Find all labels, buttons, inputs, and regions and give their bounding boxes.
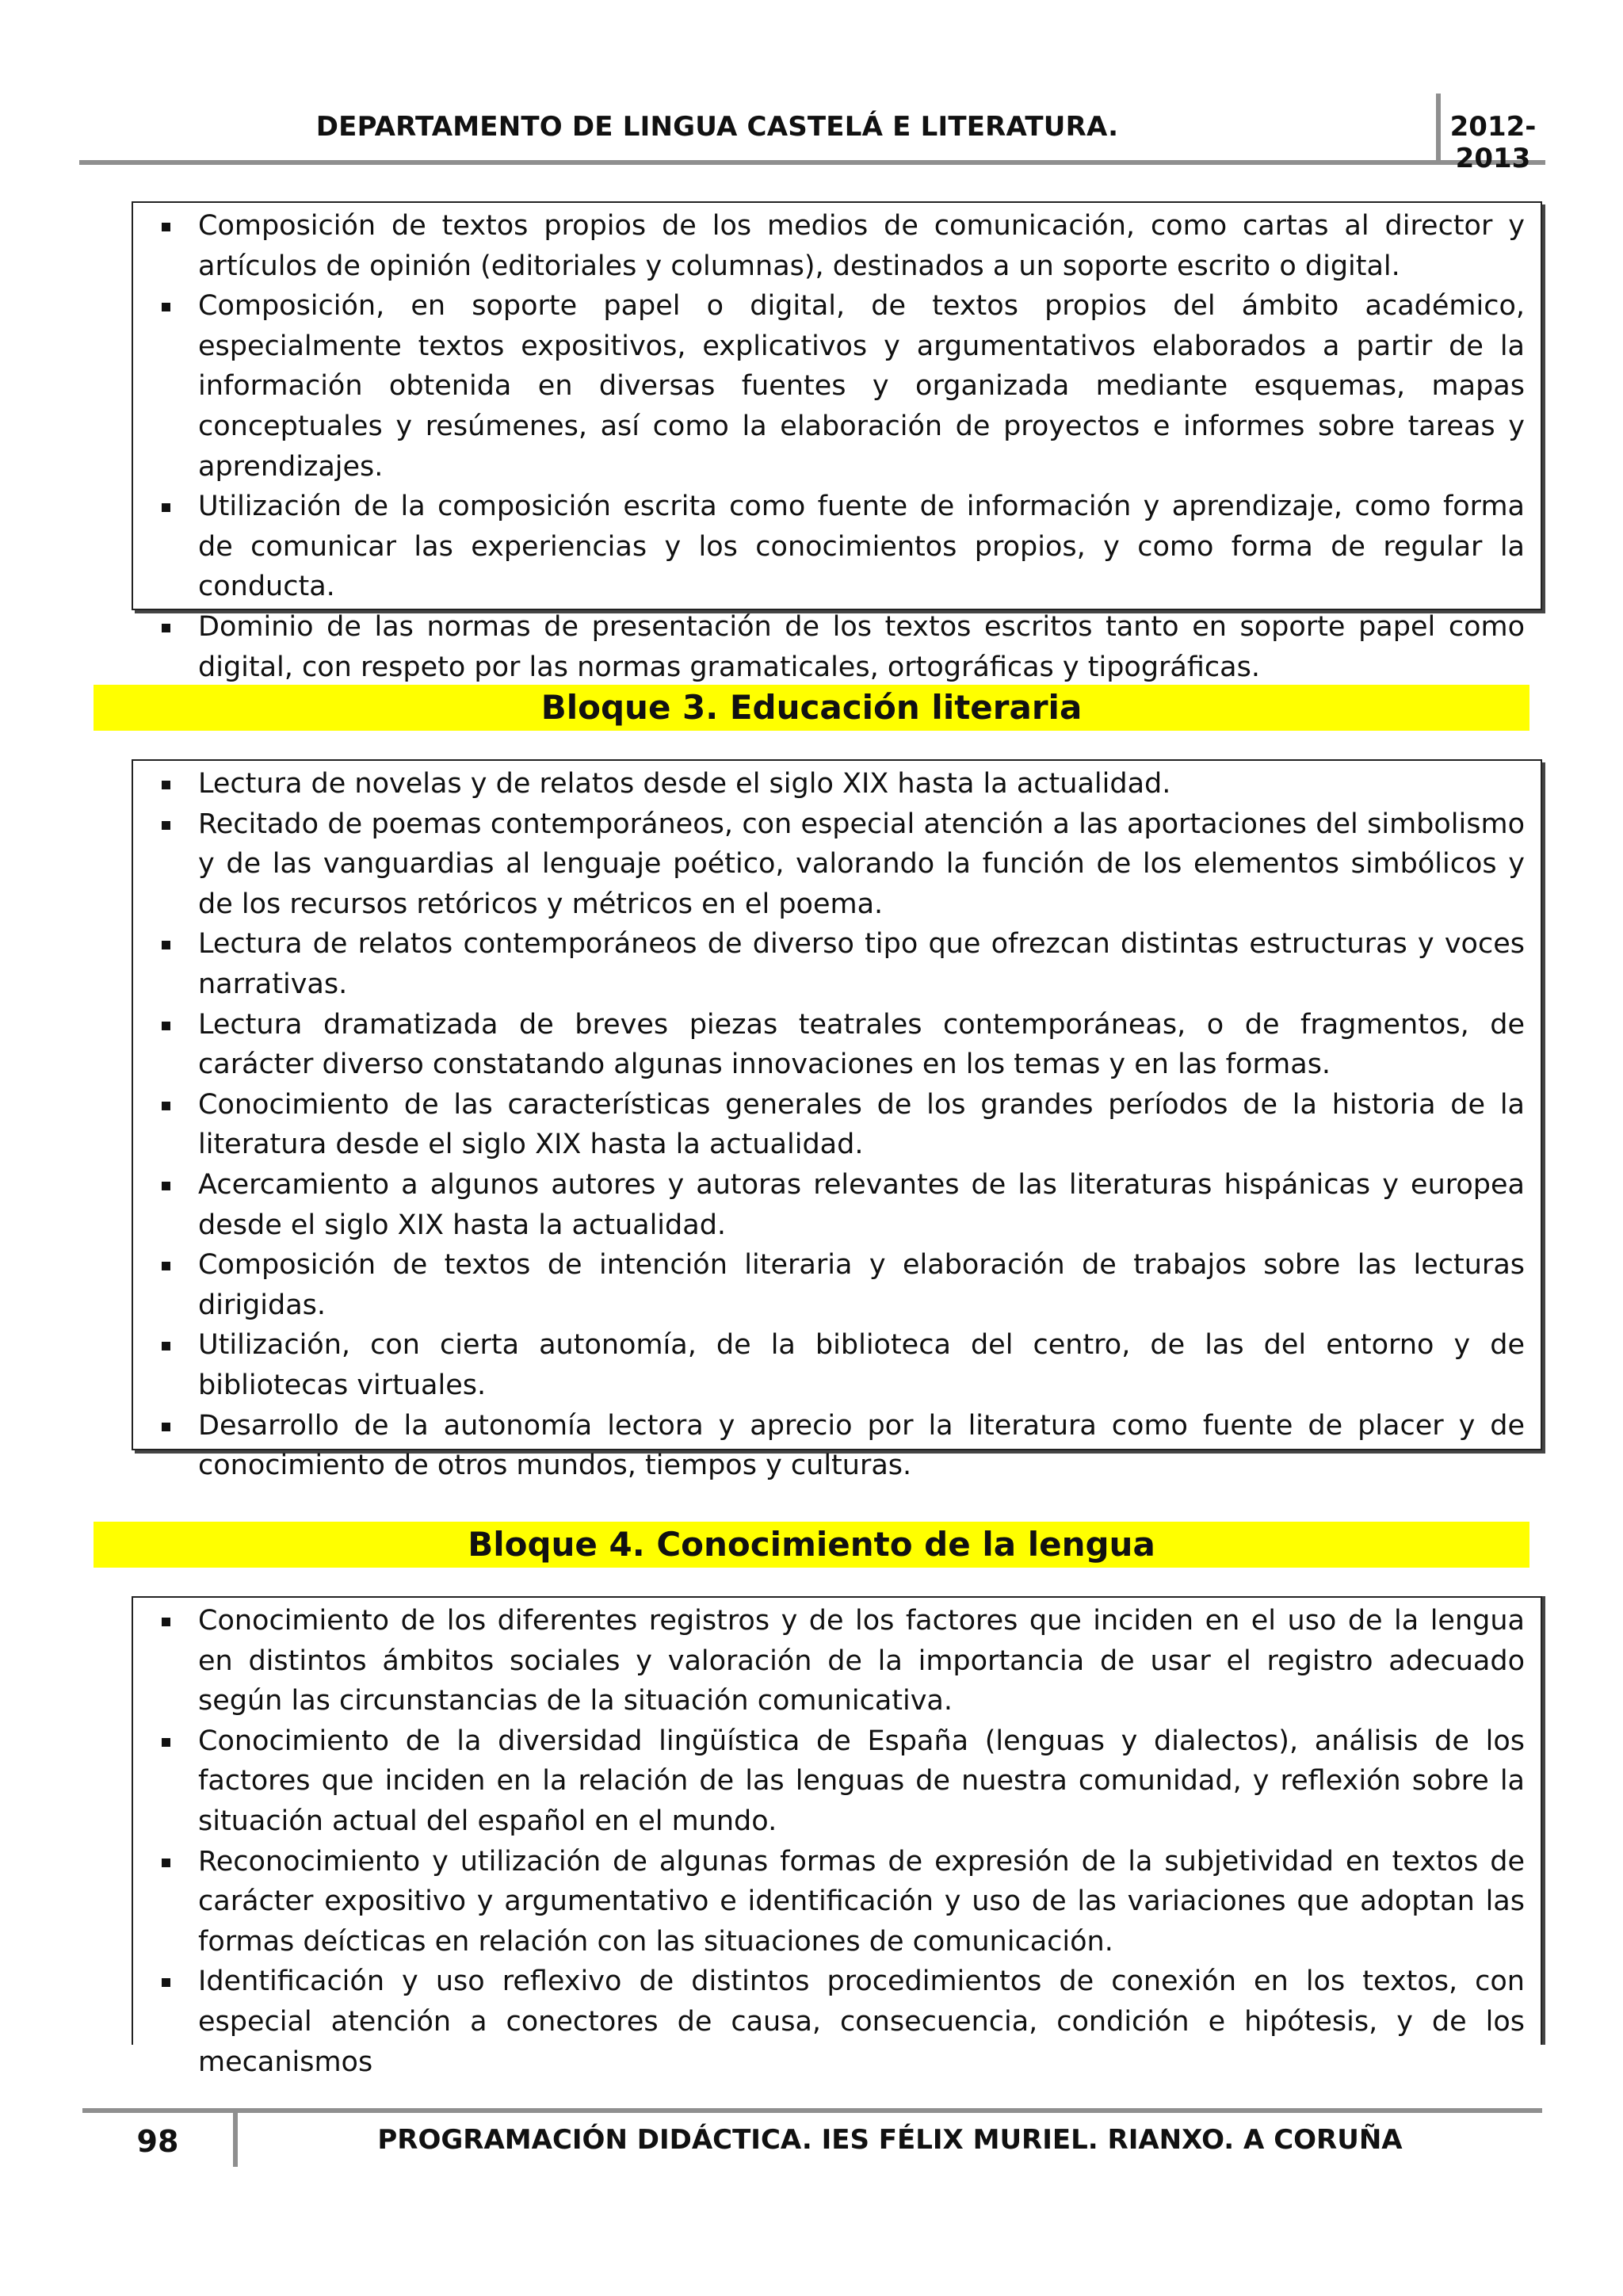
list-item-text: Composición de textos de intención literaria y elaboración de trabajos sobre las lecturas dirigidas. — [198, 1249, 1525, 1321]
list-item-text: Utilización de la composición escrita como fuente de información y aprendizaje, como forma de comunicar las experiencias y los conocimientos propios, y como forma de regular la conducta. — [198, 491, 1525, 603]
footer-title: PROGRAMACIÓN DIDÁCTICA. IES FÉLIX MURIEL. RIANXO. A CORUÑA — [377, 2124, 1403, 2156]
list-item-text: Recitado de poemas contemporáneos, con especial atención a las aportaciones del simbolismo y de las vanguardias al lenguaje poético, valorando la función de los elementos simbólicos y de los recursos retóricos y métricos en el poema. — [198, 808, 1525, 920]
list-item-text: Composición de textos propios de los medios de comunicación, como cartas al director y artículos de opinión (editoriales y columnas), destinados a un soporte escrito o digital. — [198, 210, 1525, 282]
bullet-icon — [162, 821, 170, 830]
list-item-text: Conocimiento de los diferentes registros y de los factores que inciden en el uso de la lengua en distintos ámbitos sociales y valoración de la importancia de usar el registro adecuado según las circunstancias de la situación comunicativa. — [198, 1605, 1525, 1717]
list-item — [144, 1842, 1525, 1962]
bullet-icon — [162, 941, 170, 949]
bullet-icon — [162, 1978, 170, 1987]
block3-heading: Bloque 3. Educación literaria — [94, 685, 1529, 731]
list-item-text: Utilización, con cierta autonomía, de la biblioteca del centro, de las del entorno y de bibliotecas virtuales. — [198, 1329, 1525, 1401]
list-item — [144, 1245, 1525, 1325]
list-item — [144, 1721, 1525, 1842]
content-box-top — [132, 201, 1542, 683]
bullet-icon — [162, 1342, 170, 1350]
list-item — [144, 1962, 1525, 2082]
page-number: 98 — [136, 2124, 179, 2159]
list-item — [144, 206, 1525, 286]
list-item-text: Dominio de las normas de presentación de los textos escritos tanto en soporte papel como digital, con respeto por las normas gramaticales, ortográficas y tipográficas. — [198, 610, 1525, 683]
list-item-text: Identificación y uso reflexivo de distintos procedimientos de conexión en los textos, con especial atención a conectores de causa, consecuencia, condición e hipótesis, y de los mecanismos — [198, 1966, 1525, 2078]
block4-heading: Bloque 4. Conocimiento de la lengua — [94, 1522, 1529, 1568]
page-footer — [82, 2108, 1542, 2167]
list-item-text: Composición, en soporte papel o digital, de textos propios del ámbito académico, especialmente textos expositivos, explicativos y argumentativos elaborados a partir de la información obtenida en diversas fuentes y organizada mediante esquemas, mapas conceptuales y resúmenes, así como la elaboración de proyectos e informes sobre tareas y aprendizajes. — [198, 290, 1525, 483]
bullet-icon — [162, 1182, 170, 1190]
list-item — [144, 764, 1525, 804]
list-item-text: Desarrollo de la autonomía lectora y aprecio por la literatura como fuente de placer y de conocimiento de otros mundos, tiempos y culturas. — [198, 1409, 1525, 1482]
list-item-text: Lectura de novelas y de relatos desde el siglo XIX hasta la actualidad. — [198, 768, 1171, 800]
list-item-text: Lectura dramatizada de breves piezas teatrales contemporáneas, o de fragmentos, de carácter diverso constatando algunas innovaciones en los temas y en las formas. — [198, 1008, 1525, 1081]
list-item — [144, 1601, 1525, 1721]
list-item-text: Reconocimiento y utilización de algunas formas de expresión de la subjetividad en textos de carácter expositivo y argumentativo e identificación y uso de las variaciones que adoptan las formas deícticas en relación con las situaciones de comunicación. — [198, 1845, 1525, 1958]
bullet-icon — [162, 223, 170, 231]
list-item-text: Lectura de relatos contemporáneos de diverso tipo que ofrezcan distintas estructuras y voces narrativas. — [198, 928, 1525, 1000]
header-title: DEPARTAMENTO DE LINGUA CASTELÁ E LITERATURA. — [315, 111, 1119, 143]
list-item-text: Conocimiento de las características generales de los grandes períodos de la historia de la literatura desde el siglo XIX hasta la actualidad. — [198, 1088, 1525, 1161]
bullet-icon — [162, 1859, 170, 1867]
bullet-icon — [162, 1423, 170, 1431]
content-box-block3 — [132, 759, 1542, 1482]
list-item — [144, 487, 1525, 607]
bullet-icon — [162, 624, 170, 632]
list-item-text: Conocimiento de la diversidad lingüística de España (lenguas y dialectos), análisis de los factores que inciden en la relación de las lenguas de nuestra comunidad, y reflexión sobre la situación actual del español en el mundo. — [198, 1725, 1525, 1837]
bullet-icon — [162, 503, 170, 512]
list-item — [144, 607, 1525, 687]
list-item — [144, 1406, 1525, 1486]
bullet-icon — [162, 303, 170, 311]
page-header — [79, 94, 1545, 174]
bullet-icon — [162, 781, 170, 789]
list-item — [144, 924, 1525, 1004]
bullet-icon — [162, 1618, 170, 1626]
list-item — [144, 1325, 1525, 1405]
list-item — [144, 1165, 1525, 1245]
list-item — [144, 286, 1525, 487]
content-box-block4 — [132, 1596, 1542, 2078]
list-item — [144, 1085, 1525, 1165]
bullet-icon — [162, 1022, 170, 1030]
bullet-icon — [162, 1262, 170, 1270]
list-item — [144, 804, 1525, 925]
list-item-text: Acercamiento a algunos autores y autoras relevantes de las literaturas hispánicas y europea desde el siglo XIX hasta la actualidad. — [198, 1168, 1525, 1241]
list-item — [144, 1005, 1525, 1085]
header-year: 2012-2013 — [1449, 111, 1537, 174]
bullet-icon — [162, 1738, 170, 1747]
bullet-icon — [162, 1102, 170, 1110]
